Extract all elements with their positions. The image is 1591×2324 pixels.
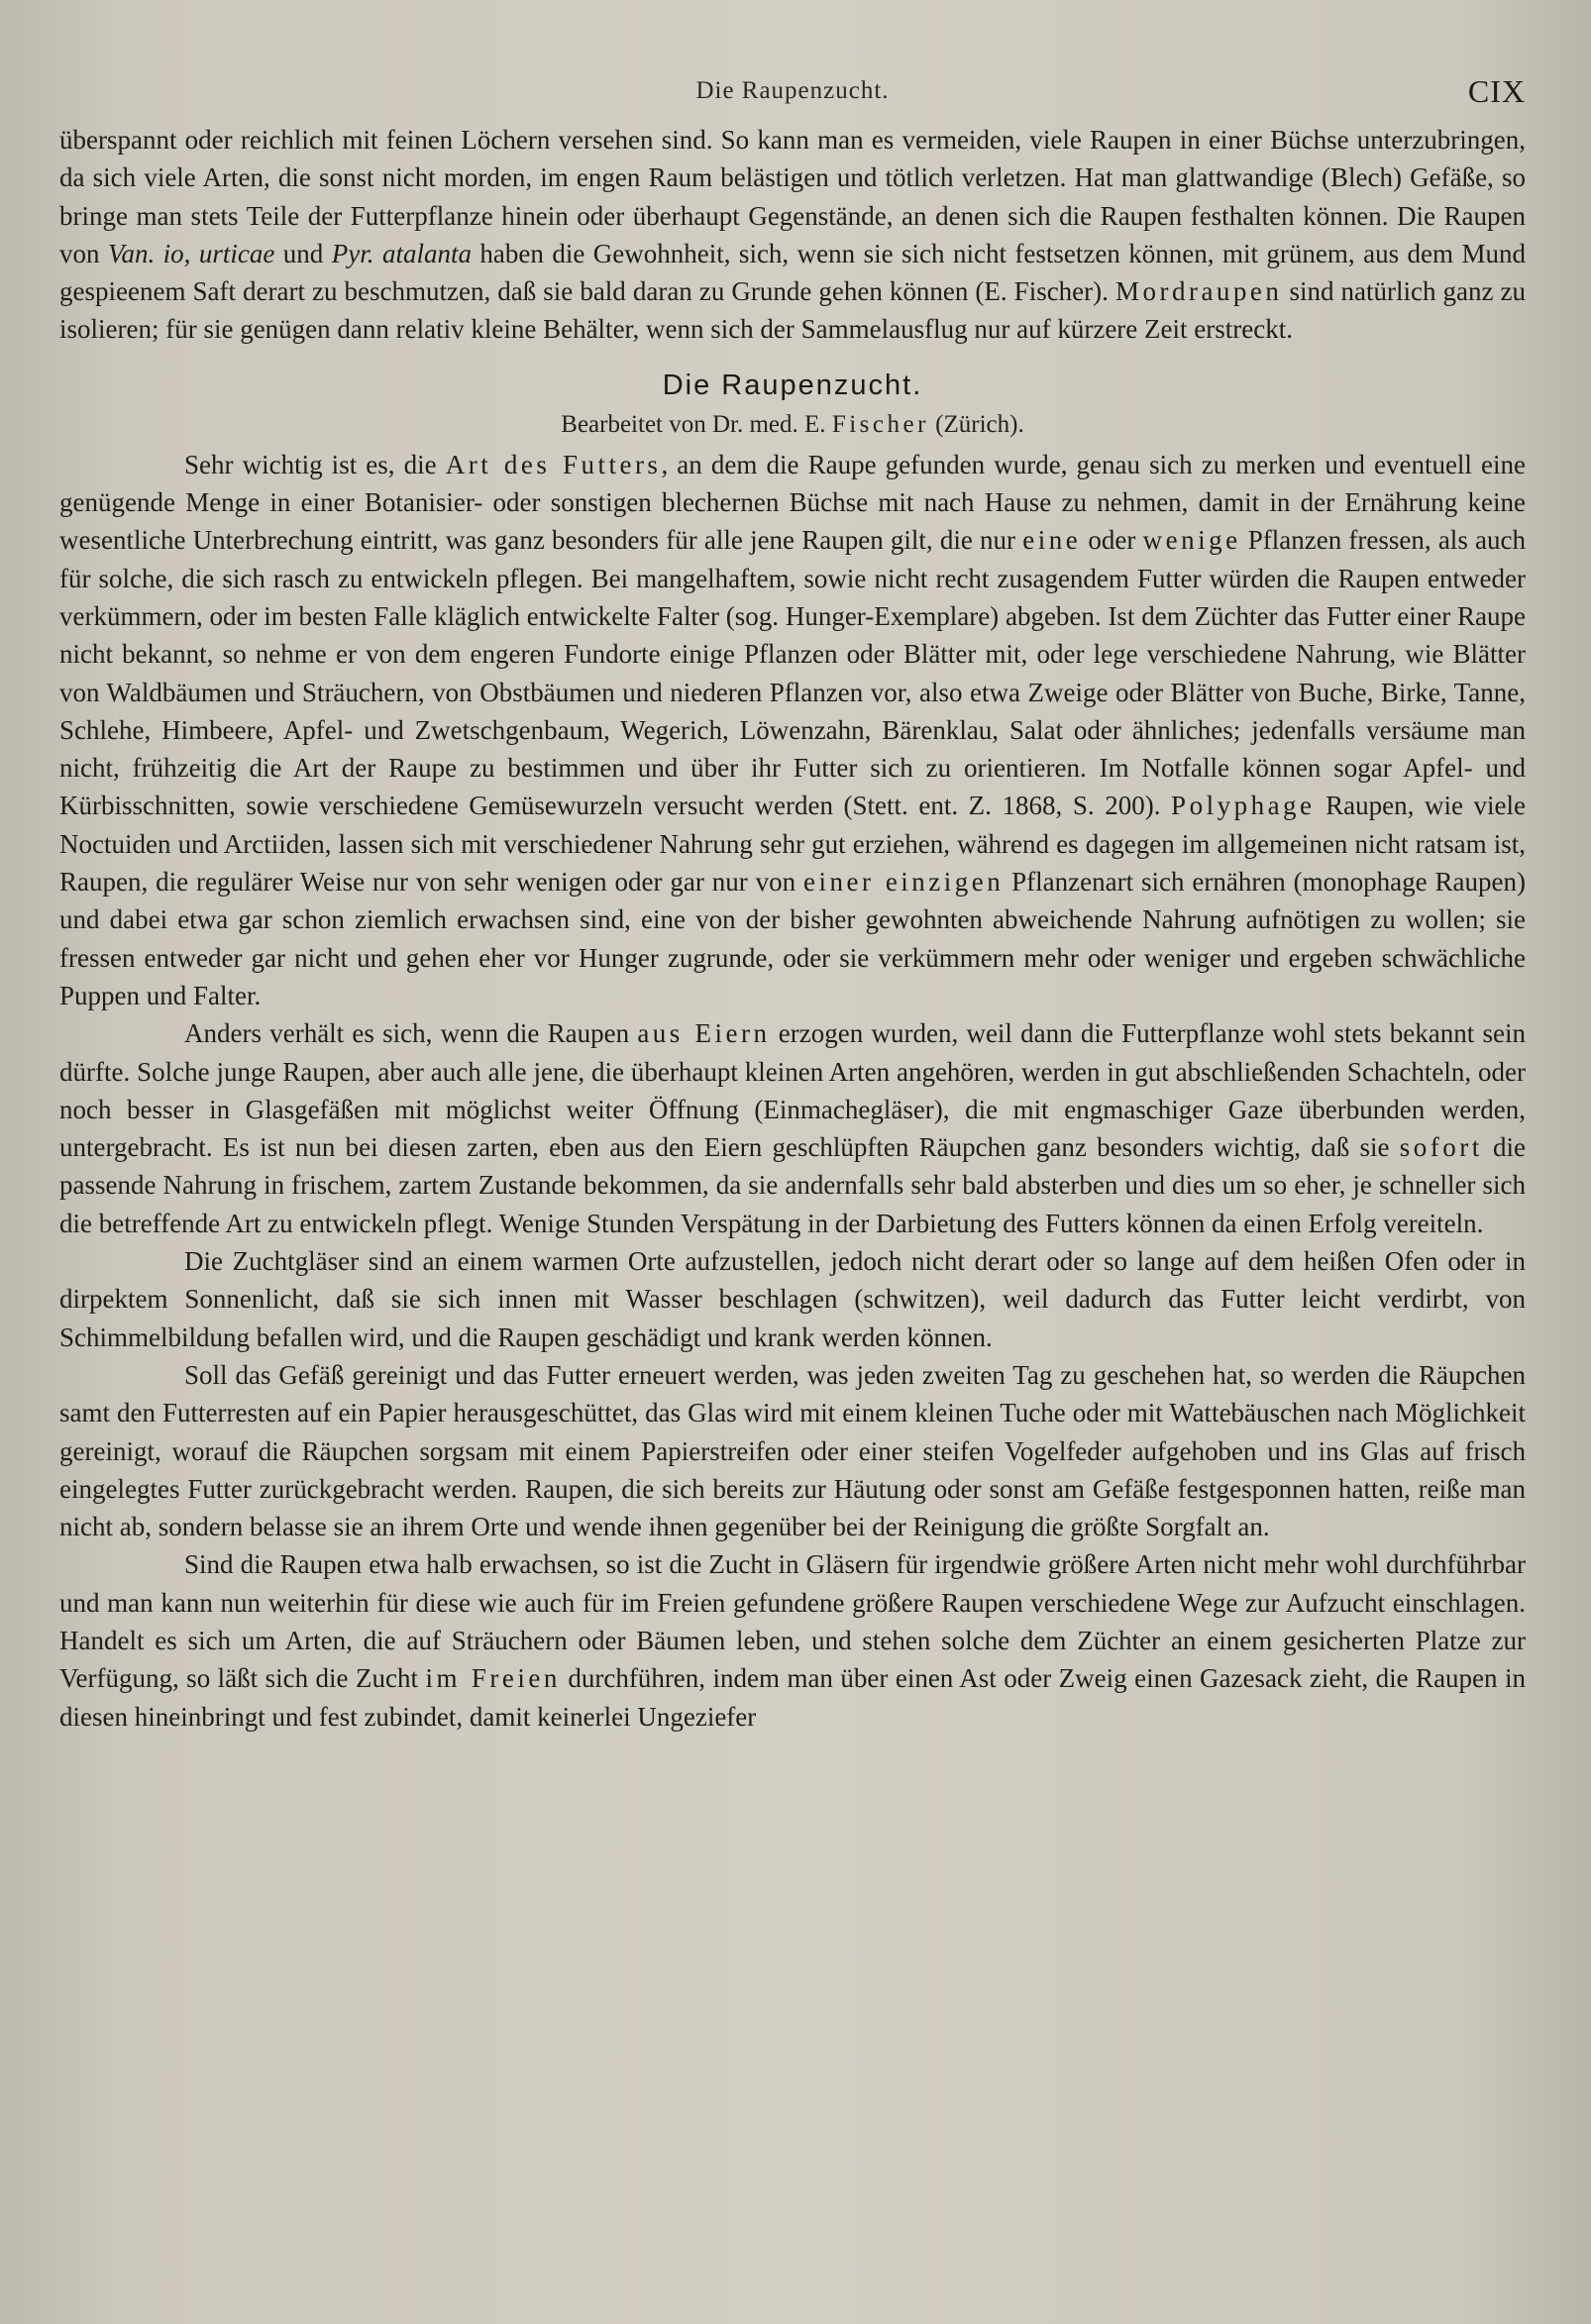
species-name: Pyr. atalanta [331,238,472,268]
intro-paragraph [59,121,1526,349]
author-name: Fischer [831,410,929,438]
section-heading: Die Raupenzucht. [662,369,923,401]
text-run: Sind die Raupen etwa halb erwachsen, so ist die Zucht in Gläsern für irgendwie größere Arten nicht mehr wohl durchführbar und man kann nun weiterhin für diese wie auch für im Freien gefundene größere Raupen verschiedene Wege zur Aufzucht einschlagen. Handelt es sich um Arten, die auf Sträuchern oder Bäumen leben, und stehen solche dem Züchter an einem gesicherten Platze zur Verfügung, so läßt sich die Zucht [59,1549,1526,1694]
emphasis-spaced: Polyphage [1171,791,1316,821]
emphasis-spaced: aus Eiern [637,1018,771,1049]
byline-text: (Zürich). [928,410,1024,438]
text-run: erzogen wurden, weil dann die Futterpflanze wohl stets bekannt sein dürfte. Solche junge Raupen, aber auch alle jene, die überhaupt kleinen Arten angehören, werden in gut abschließenden Schachteln, oder noch besser in Glasgefäßen mit möglichst weiter Öffnung (Einmachegläser), die mit engmaschiger Gaze überbunden werden, untergebracht. Es ist nun bei diesen zarten, eben aus den Eiern geschlüpften Räupchen ganz besonders wichtig, daß sie [59,1018,1527,1163]
text-run: Sehr wichtig ist es, die [184,449,446,479]
text-run: überspannt oder reichlich mit feinen Löchern versehen sind. So kann man es vermeiden, viele Raupen in einer Büchse unterzubringen, da sich viele Arten, die sonst nicht morden, im engen Raum belästigen und tötlich verletzen. Hat man glattwandige (Blech) Gefäße, so bringe man stets Teile der Futterpflanze hinein oder überhaupt Gegenstände, an denen sich die Raupen festhalten können. Die Raupen von [59,125,1526,268]
paragraph-cleaning: Soll das Gefäß gereinigt und das Futter erneuert werden, was jeden zweiten Tag zu geschehen hat, so werden die Räupchen samt den Futterresten auf ein Papier herausgeschüttet, das Glas wird mit einem kleinen Tuche oder mit Wattebäuschen nach Möglichkeit gereinigt, worauf die Räupchen sorgsam mit einem Papierstreifen oder einer steifen Vogelfeder aufgehoben und ins Glas auf frisch eingelegtes Futter zurückgebracht werden. Raupen, die sich bereits zur Häutung oder sonst am Gefäße festgesponnen hatten, reiße man nicht ab, sondern belasse sie an ihrem Orte und wende ihnen gegenüber bei der Reinigung die größte Sorgfalt an. [59,1359,1526,1542]
text-run: durchführen, indem man über einen Ast oder Zweig einen Gazesack zieht, die Raupen in diesen hineinbringt und fest zubindet, damit keinerlei Ungeziefer [59,1663,1526,1732]
text-run: sind natürlich ganz zu isolieren; für sie genügen dann relativ kleine Behälter, wenn sich der Sammelausflug nur auf kürzere Zeit erstreckt. [59,276,1527,345]
byline-text: Bearbeitet von Dr. med. E. [561,410,832,438]
species-name: Van. io, urticae [107,238,275,268]
running-title: Die Raupenzucht. [695,77,890,104]
body-text [59,121,1526,1736]
emphasis-spaced: im Freien [425,1663,561,1694]
paragraph-jars: Die Zuchtgläser sind an einem warmen Orte aufzustellen, jedoch nicht derart oder so lange auf dem heißen Ofen oder in dirpektem Sonnenlicht, daß sie sich innen mit Wasser beschlagen (schwitzen), weil dadurch das Futter leicht verdirbt, von Schimmelbildung befallen wird, und die Raupen geschädigt und krank werden können. [59,1246,1526,1352]
text-run: die passende Nahrung in frischem, zartem Zustande bekommen, da sie andernfalls sehr bald absterben und dies um so eher, je schneller sich die betreffende Art zu entwickeln pflegt. Wenige Stunden Verspätung in der Darbietung des Futters können da einen Erfolg vereiteln. [59,1132,1526,1238]
text-run: , an dem die Raupe gefunden wurde, genau sich zu merken und eventuell eine genügende Menge in einer Botanisier- oder sonstigen blechernen Büchse mit nach Hause zu nehmen, damit in der Ernährung keine wesentliche Unterbrechung eintritt, was ganz besonders für alle jene Raupen gilt, die nur [59,449,1527,556]
text-run: Raupen, wie viele Noctuiden und Arctiiden, lassen sich mit verschiedener Nahrung sehr gut erziehen, während es dagegen im allgemeinen nicht ratsam ist, Raupen, die regulärer Weise nur von sehr wenigen oder gar nur von [59,791,1526,898]
emphasis-spaced: eine [1022,525,1082,556]
page-number: CIX [1467,73,1526,109]
text-run: oder [1081,525,1143,556]
emphasis-spaced: Mordraupen [1114,276,1283,307]
emphasis-spaced: sofort [1399,1132,1483,1163]
paragraph-outdoor [59,1545,1526,1735]
emphasis-spaced: Art des Futters [445,449,662,479]
text-run: Pflanzen fressen, als auch für solche, die sich rasch zu entwickeln pflegen. Bei mangelhaftem, sowie nicht recht zusagendem Futter würden die Raupen entweder verkümmern, oder im besten Falle kläglich entwickelte Falter (sog. Hunger-Exemplare) abgeben. Ist dem Züchter das Futter einer Raupe nicht bekannt, so nehme er von dem engeren Fundorte einige Pflanzen oder Blätter mit, oder lege verschiedene Nahrung, wie Blätter von Waldbäumen und Sträuchern, von Obstbäumen und niederen Pflanzen vor, also etwa Zweige oder Blätter von Buche, Birke, Tanne, Schlehe, Himbeere, Apfel- und Zwetschgenbaum, Wegerich, Löwenzahn, Bärenklau, Salat oder ähnliches; jedenfalls versäume man nicht, frühzeitig die Art der Raupe zu bestimmen und über ihr Futter sich zu orientieren. Im Notfalle können sogar Apfel- und Kürbisschnitten, sowie verschiedene Gemüsewurzeln versucht werden (Stett. ent. Z. 1868, S. 200). [59,525,1526,821]
text-run: und [274,238,332,268]
text-run: haben die Gewohnheit, sich, wenn sie sich nicht festsetzen können, mit grünem, aus dem Mund gespieenem Saft derart zu beschmutzen, daß sie bald daran zu Grunde gehen können (E. Fischer). [59,238,1527,307]
emphasis-spaced: einer einzigen [802,867,1005,898]
text-run: Pflanzenart sich ernähren (monophage Raupen) und dabei etwa gar schon ziemlich erwachsen sind, eine von der bisher gewohnten abweichende Nahrung aufnötigen zu wollen; sie fressen entweder gar nicht und gehen eher vor Hunger zugrunde, oder sie verkümmern mehr oder weniger und ergeben schwächliche Puppen und Falter. [59,867,1527,1010]
text-run: Anders verhält es sich, wenn die Raupen [184,1018,638,1049]
paragraph-food [59,446,1526,1014]
running-head [59,73,1526,113]
author-byline [59,408,1526,442]
emphasis-spaced: wenige [1142,525,1241,556]
paragraph-eggs [59,1014,1526,1242]
